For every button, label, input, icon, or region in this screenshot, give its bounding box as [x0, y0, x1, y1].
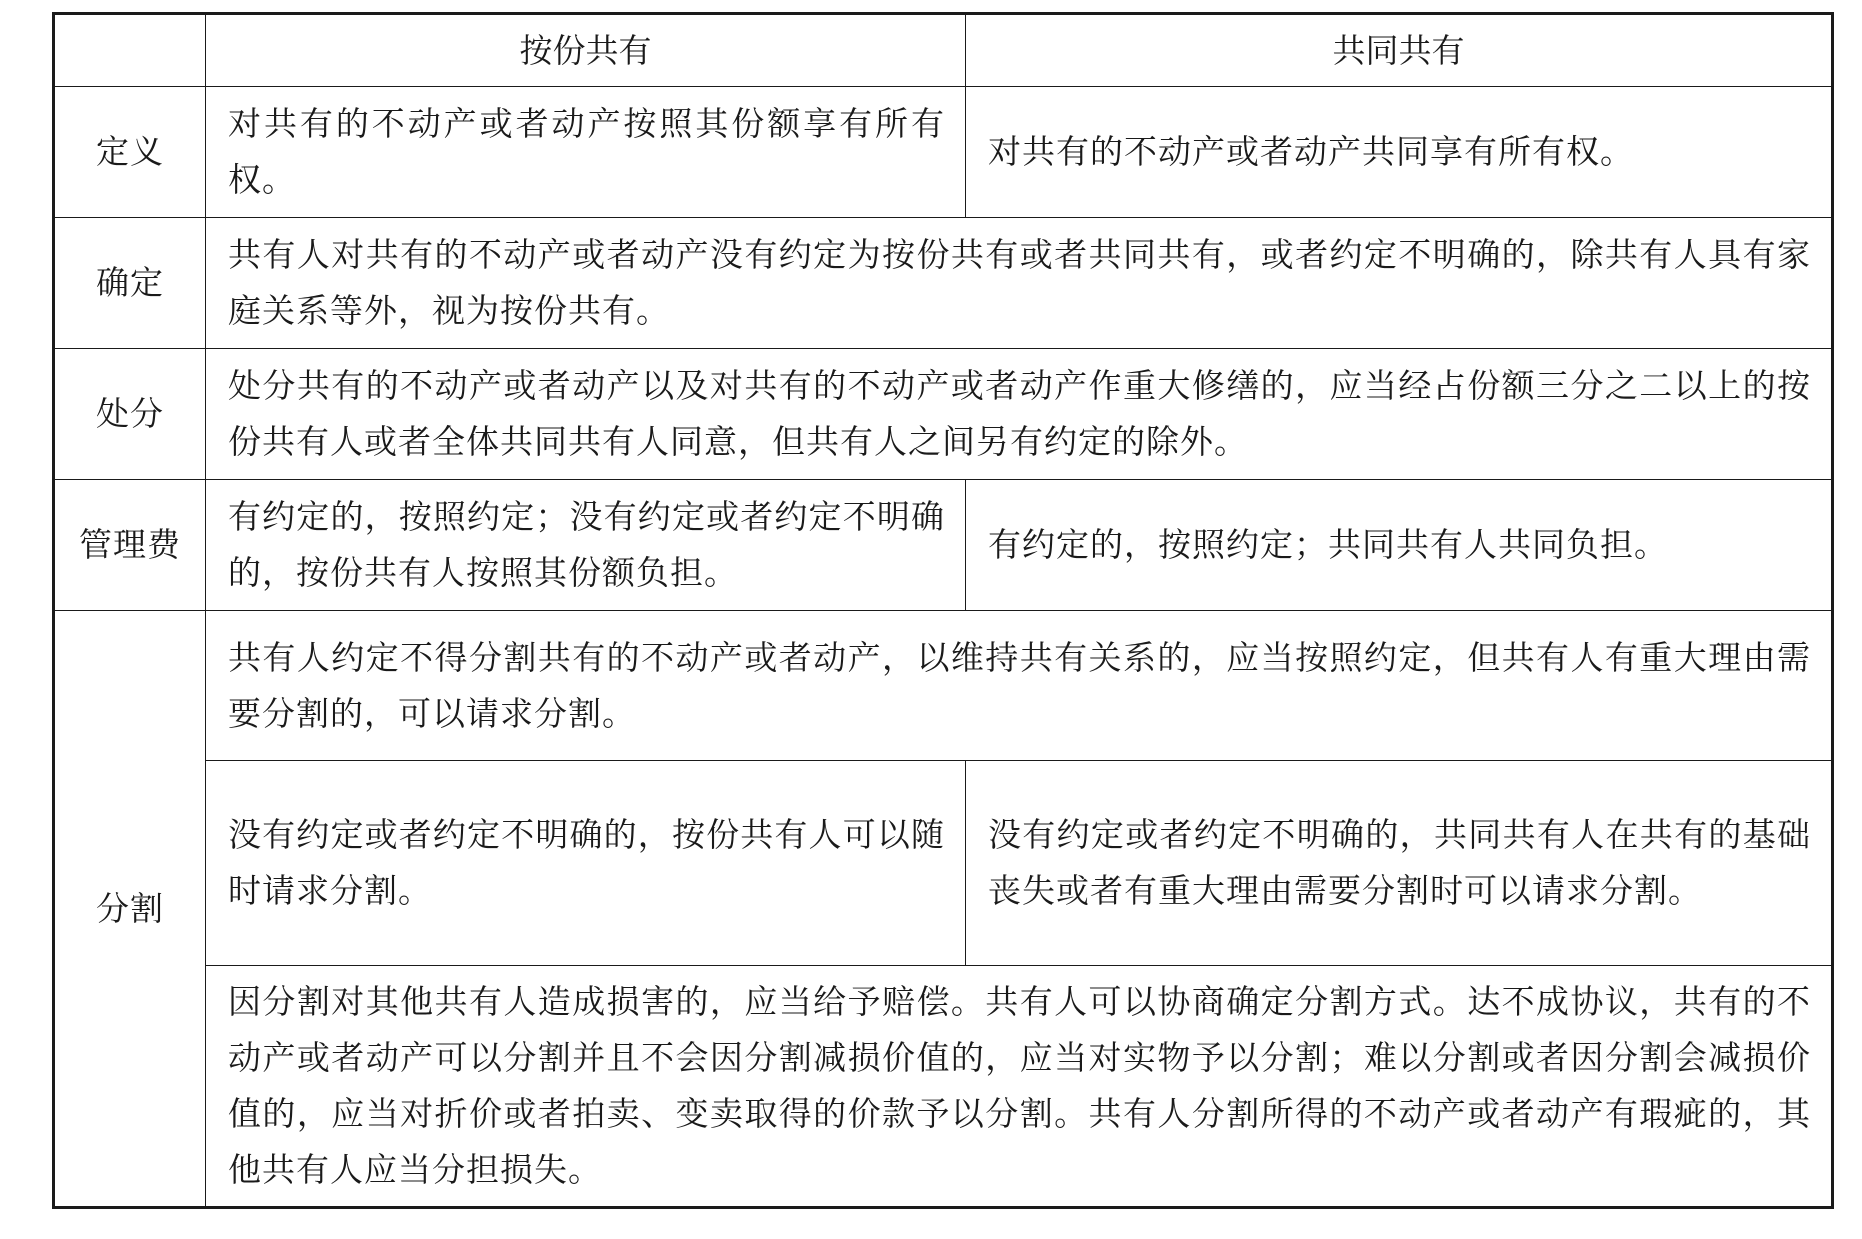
partition-joint-cell: 没有约定或者约定不明确的，共同共有人在共有的基础丧失或者有重大理由需要分割时可以请求分割。: [966, 761, 1833, 966]
row-partition-no-agreement: [54, 761, 1833, 966]
row-label-determination: 确定: [54, 218, 206, 349]
row-label-management-fee: 管理费: [54, 480, 206, 611]
partition-share-cell: 没有约定或者约定不明确的，按份共有人可以随时请求分割。: [206, 761, 966, 966]
header-joint-ownership: 共同共有: [966, 14, 1833, 87]
row-partition-agreed: [54, 611, 1833, 761]
row-label-partition: 分割: [54, 611, 206, 1208]
partition-agreed-cell: 共有人约定不得分割共有的不动产或者动产，以维持共有关系的，应当按照约定，但共有人有重大理由需要分割的，可以请求分割。: [206, 611, 1833, 761]
row-partition-compensation: [54, 966, 1833, 1208]
row-disposal: [54, 349, 1833, 480]
definition-share-cell: 对共有的不动产或者动产按照其份额享有所有权。: [206, 87, 966, 218]
row-determination: [54, 218, 1833, 349]
definition-joint-cell: 对共有的不动产或者动产共同享有所有权。: [966, 87, 1833, 218]
co-ownership-comparison-table: [52, 12, 1834, 1209]
disposal-cell: 处分共有的不动产或者动产以及对共有的不动产或者动产作重大修缮的，应当经占份额三分之二以上的按份共有人或者全体共同共有人同意，但共有人之间另有约定的除外。: [206, 349, 1833, 480]
management-fee-joint-cell: 有约定的，按照约定；共同共有人共同负担。: [966, 480, 1833, 611]
management-fee-share-cell: 有约定的，按照约定；没有约定或者约定不明确的，按份共有人按照其份额负担。: [206, 480, 966, 611]
row-label-disposal: 处分: [54, 349, 206, 480]
header-corner-cell: [54, 14, 206, 87]
row-label-definition: 定义: [54, 87, 206, 218]
row-management-fee: [54, 480, 1833, 611]
header-row: [54, 14, 1833, 87]
header-share-ownership: 按份共有: [206, 14, 966, 87]
partition-compensation-cell: 因分割对其他共有人造成损害的，应当给予赔偿。共有人可以协商确定分割方式。达不成协议，共有的不动产或者动产可以分割并且不会因分割减损价值的，应当对实物予以分割；难以分割或者因分割会减损价值的，应当对折价或者拍卖、变卖取得的价款予以分割。共有人分割所得的不动产或者动产有瑕疵的，其他共有人应当分担损失。: [206, 966, 1833, 1208]
determination-cell: 共有人对共有的不动产或者动产没有约定为按份共有或者共同共有，或者约定不明确的，除共有人具有家庭关系等外，视为按份共有。: [206, 218, 1833, 349]
row-definition: [54, 87, 1833, 218]
